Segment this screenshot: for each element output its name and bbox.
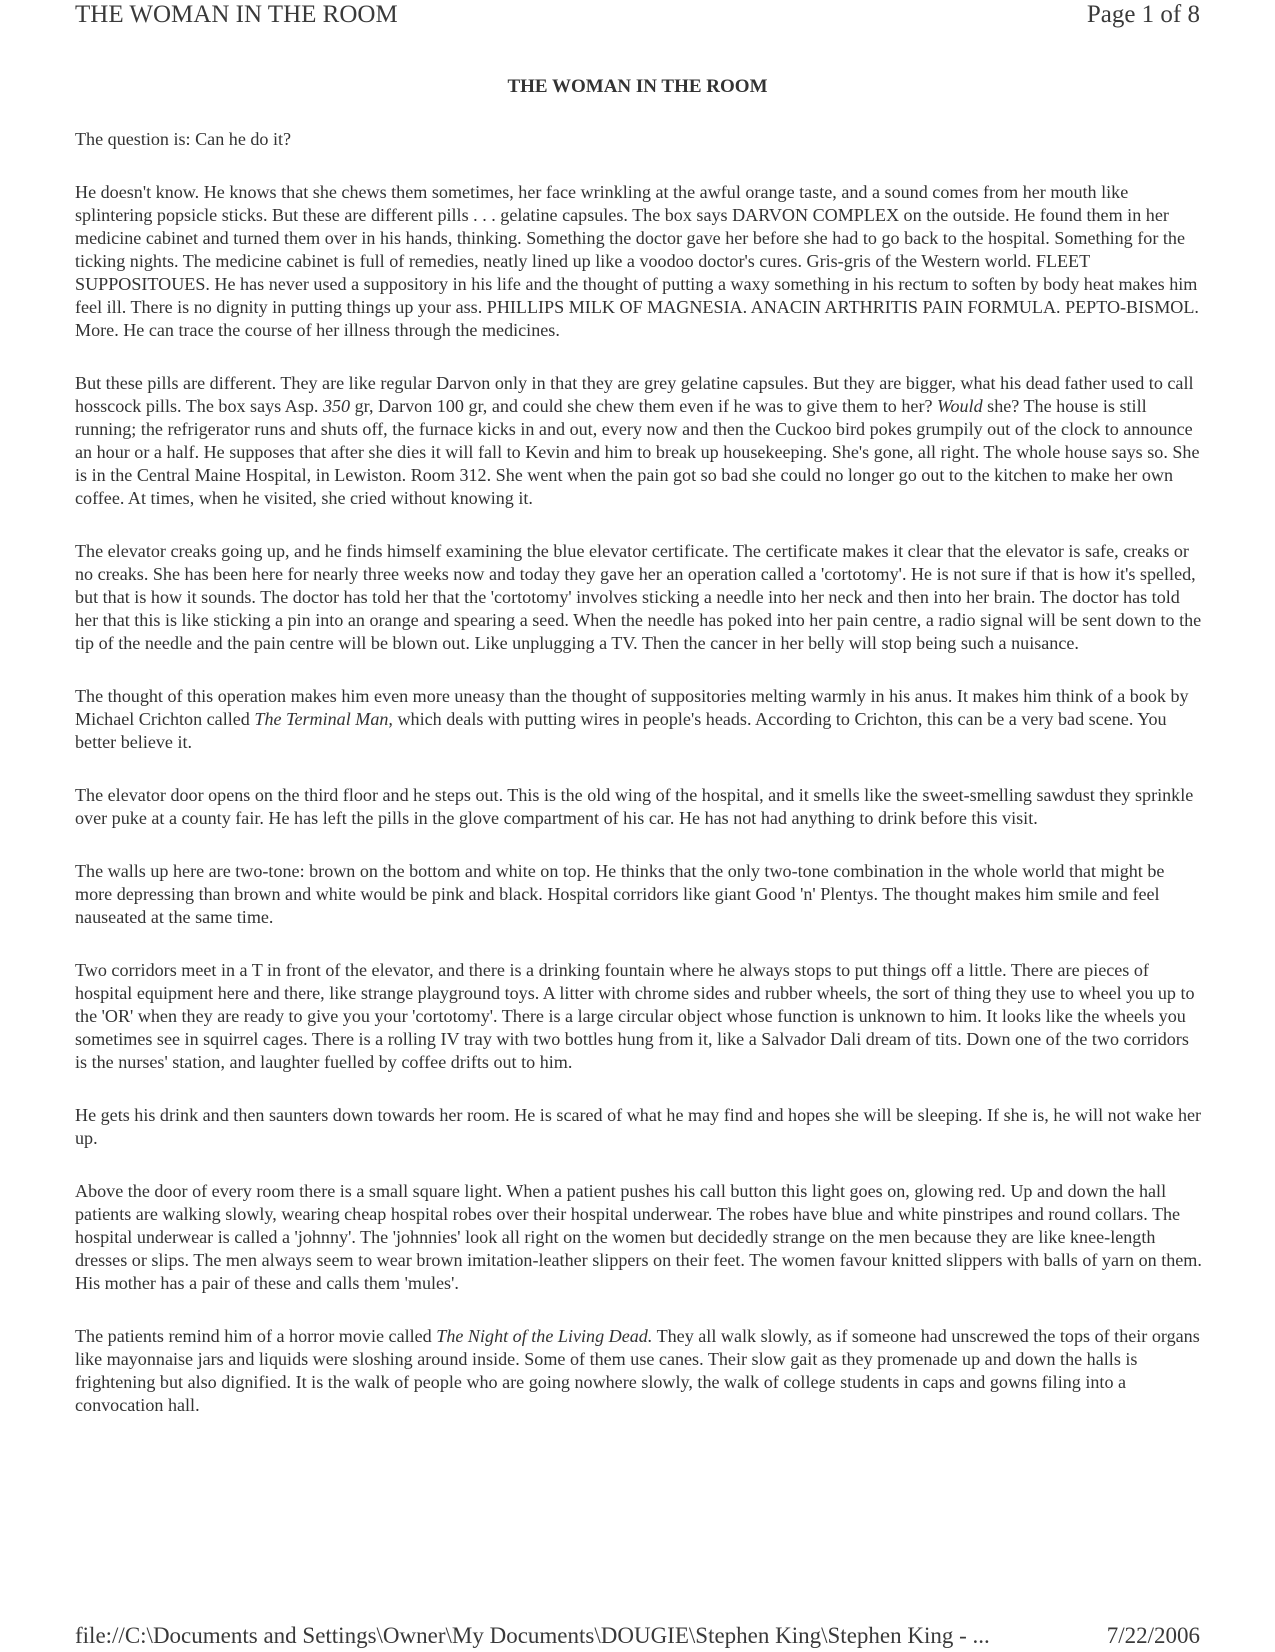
paragraph-text: The question is: Can he do it? [75, 129, 292, 149]
paragraph [75, 1325, 1203, 1417]
italic-text: The Night of the Living Dead. [436, 1326, 653, 1346]
paragraph [75, 685, 1203, 754]
paragraph [75, 959, 1203, 1074]
paragraph [75, 784, 1203, 830]
paragraph-text: which deals with putting wires in people's heads. According to Crichton, this can be a very bad scene. You better believe it. [75, 709, 1167, 752]
italic-text: The Terminal Man, [254, 709, 393, 729]
paragraph-text: The elevator door opens on the third floor and he steps out. This is the old wing of the hospital, and it smells like the sweet-smelling sawdust they sprinkle over puke at a county fair. He has left the pills in the glove compartment of his car. He has not had anything to drink before this visit. [75, 785, 1194, 828]
footer-file-path: file://C:\Documents and Settings\Owner\My Documents\DOUGIE\Stephen King\Stephen King - ... [75, 1623, 990, 1648]
paragraph-text: But these pills are different. They are like regular Darvon only in that they are grey gelatine capsules. But they are bigger, what his dead father used to call hosscock pills. The box says Asp. [75, 373, 1194, 416]
paragraph-text: The thought of this operation makes him even more uneasy than the thought of suppositories melting warmly in his anus. It makes him think of a book by Michael Crichton called [75, 686, 1189, 729]
paragraph [75, 860, 1203, 929]
paragraph-text: The walls up here are two-tone: brown on the bottom and white on top. He thinks that the only two-tone combination in the whole world that might be more depressing than brown and white would be pink and black. Hospital corridors like giant Good 'n' Plentys. The thought makes him smile and feel nauseated at the same time. [75, 861, 1165, 927]
paragraph [75, 540, 1203, 655]
document-body [75, 128, 1203, 1447]
paragraph-text: The patients remind him of a horror movie called [75, 1326, 437, 1346]
document-title: THE WOMAN IN THE ROOM [507, 76, 768, 97]
paragraph [75, 372, 1203, 510]
paragraph-text: They all walk slowly, as if someone had unscrewed the tops of their organs like mayonnaise jars and liquids were sloshing around inside. Some of them use canes. Their slow gait as they promenade up and down the halls is frightening but also dignified. It is the walk of people who are going nowhere slowly, the walk of college students in caps and gowns filing into a convocation hall. [75, 1326, 1200, 1415]
paragraph [75, 1180, 1203, 1295]
footer-date: 7/22/2006 [1106, 1623, 1200, 1648]
paragraph-text: He doesn't know. He knows that she chews them sometimes, her face wrinkling at the awful orange taste, and a sound comes from her mouth like splintering popsicle sticks. But these are different pills . . . gelatine capsules. The box says DARVON COMPLEX on the outside. He found them in her medicine cabinet and turned them over in his hands, thinking. Something the doctor gave her before she had to go back to the hospital. Something for the ticking nights. The medicine cabinet is full of remedies, neatly lined up like a voodoo doctor's cures. Gris-gris of the Western world. FLEET SUPPOSITOUES. He has never used a suppository in his life and the thought of putting a waxy something in his rectum to soften by body heat makes him feel ill. There is no dignity in putting things up your ass. PHILLIPS MILK OF MAGNESIA. ANACIN ARTHRITIS PAIN FORMULA. PEPTO-BISMOL. More. He can trace the course of her illness through the medicines. [75, 182, 1199, 340]
paragraph-text: The elevator creaks going up, and he finds himself examining the blue elevator certificate. The certificate makes it clear that the elevator is safe, creaks or no creaks. She has been here for nearly three weeks now and today they gave her an operation called a 'cortotomy'. He is not sure if that is how it's spelled, but that is how it sounds. The doctor has told her that the 'cortotomy' involves sticking a needle into her neck and then into her brain. The doctor has told her that this is like sticking a pin into an orange and spearing a seed. When the needle has poked into her pain centre, a radio signal will be sent down to the tip of the needle and the pain centre will be blown out. Like unplugging a TV. Then the cancer in her belly will stop being such a nuisance. [75, 541, 1202, 653]
paragraph [75, 128, 1203, 151]
paragraph-text: He gets his drink and then saunters down towards her room. He is scared of what he may find and hopes she will be sleeping. If she is, he will not wake her up. [75, 1105, 1202, 1148]
paragraph [75, 181, 1203, 342]
paragraph-text: Above the door of every room there is a small square light. When a patient pushes his call button this light goes on, glowing red. Up and down the hall patients are walking slowly, wearing cheap hospital robes over their hospital underwear. The robes have blue and white pinstripes and round collars. The hospital underwear is called a 'johnny'. The 'johnnies' look all right on the women but decidedly strange on the men because they are like knee-length dresses or slips. The men always seem to wear brown imitation-leather slippers on their feet. The women favour knitted slippers with balls of yarn on them. His mother has a pair of these and calls them 'mules'. [75, 1181, 1202, 1293]
header-page-indicator: Page 1 of 8 [1086, 1, 1200, 28]
paragraph-text: gr, Darvon 100 gr, and could she chew them even if he was to give them to her? [350, 396, 938, 416]
paragraph-text: Two corridors meet in a T in front of the elevator, and there is a drinking fountain where he always stops to put things off a little. There are pieces of hospital equipment here and there, like strange playground toys. A litter with chrome sides and rubber wheels, the sort of thing they use to wheel you up to the 'OR' when they are ready to give you your 'cortotomy'. There is a large circular object whose function is unknown to him. It looks like the wheels you sometimes see in squirrel cages. There is a rolling IV tray with two bottles hung from it, like a Salvador Dali dream of tits. Down one of the two corridors is the nurses' station, and laughter fuelled by coffee drifts out to him. [75, 960, 1195, 1072]
italic-text: 350 [322, 396, 351, 416]
print-footer [75, 1622, 1200, 1652]
header-document-name: THE WOMAN IN THE ROOM [75, 1, 398, 28]
paragraph [75, 1104, 1203, 1150]
print-header [75, 0, 1200, 30]
italic-text: Would [937, 396, 983, 416]
paragraph-text: she? The house is still running; the refrigerator runs and shuts off, the furnace kicks in and out, every now and then the Cuckoo bird pokes grumpily out of the clock to announce an hour or a half. He supposes that after she dies it will fall to Kevin and him to break up housekeeping. She's gone, all right. The whole house says so. She is in the Central Maine Hospital, in Lewiston. Room 312. She went when the pain got so bad she could no longer go out to the kitchen to make her own coffee. At times, when he visited, she cried without knowing it. [75, 396, 1200, 508]
